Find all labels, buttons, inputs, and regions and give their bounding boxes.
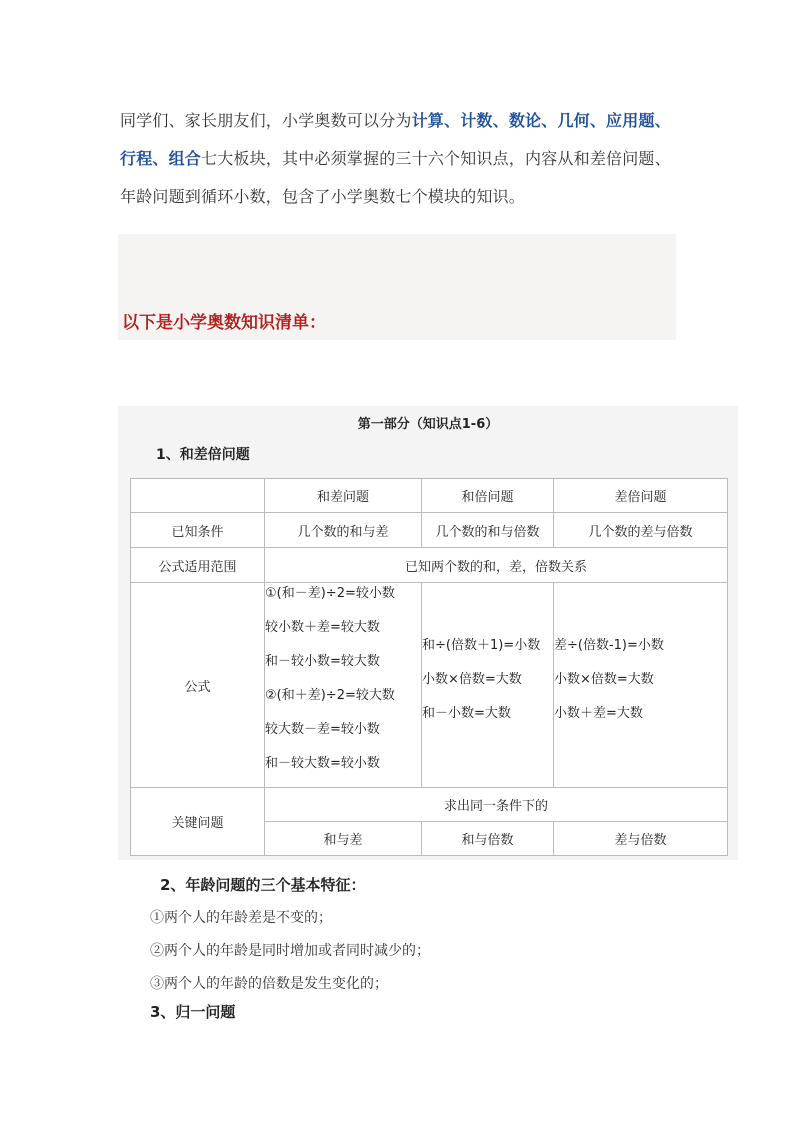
formula-line: 小数×倍数=大数	[422, 672, 522, 687]
list-banner	[118, 234, 676, 340]
header-sum-mult: 和倍问题	[422, 479, 554, 513]
formula-line: 差÷(倍数-1)=小数	[554, 638, 664, 653]
part1-panel	[118, 406, 738, 860]
part1-title: 第一部分（知识点1-6）	[357, 417, 499, 432]
formula-line: 小数＋差=大数	[554, 706, 643, 721]
formula-line: 和－较大数=较小数	[265, 756, 380, 771]
intro-text-2: 七大板块，其中必须掌握的三十六个知识点，内容从和差倍问题、年龄问题到循环小数，包含了小学奥数七个模块的知识。	[120, 149, 671, 206]
formula-line: 和－小数=大数	[422, 706, 511, 721]
table-row	[131, 788, 728, 822]
topic-geometry: 几何	[557, 111, 590, 130]
formula-sum-diff	[265, 583, 422, 788]
formula-line: 和－较小数=较大数	[265, 654, 380, 669]
table-row	[131, 548, 728, 583]
sep: 、	[444, 111, 461, 130]
table-cell: 几个数的和与差	[265, 513, 422, 548]
table-cell: 和与差	[265, 822, 422, 856]
formula-line: ②(和＋差)÷2=较大数	[265, 688, 395, 703]
sep: 、	[152, 149, 169, 168]
section2-heading: 2、年龄问题的三个基本特征：	[160, 876, 366, 894]
sum-diff-table	[130, 478, 728, 856]
topic-travel: 行程	[120, 149, 153, 168]
topic-count: 计数	[460, 111, 493, 130]
scope-label: 公式适用范围	[131, 548, 265, 583]
header-diff-mult: 差倍问题	[554, 479, 728, 513]
formula-sum-mult	[422, 583, 554, 788]
banner-title: 以下是小学奥数知识清单：	[122, 313, 326, 333]
table-row	[131, 583, 728, 788]
table-cell: 几个数的和与倍数	[422, 513, 554, 548]
formula-diff-mult	[554, 583, 728, 788]
scope-cell: 已知两个数的和，差，倍数关系	[265, 548, 728, 583]
formula-line: 较小数＋差=较大数	[265, 620, 380, 635]
key-top-cell: 求出同一条件下的	[265, 788, 728, 822]
table-row	[131, 479, 728, 513]
topic-word-problems: 应用题	[606, 111, 655, 130]
intro-text-1: 同学们、家长朋友们，小学奥数可以分为	[120, 111, 412, 130]
list-item: ②两个人的年龄是同时增加或者同时减少的；	[150, 943, 430, 959]
table-corner	[131, 479, 265, 513]
formula-label: 公式	[131, 583, 265, 788]
topic-combination: 组合	[168, 149, 202, 168]
section1-heading: 1、和差倍问题	[156, 447, 250, 463]
intro-paragraph	[120, 102, 680, 216]
known-label: 已知条件	[131, 513, 265, 548]
formula-line: 小数×倍数=大数	[554, 672, 654, 687]
table-cell: 差与倍数	[554, 822, 728, 856]
topic-calc: 计算	[411, 111, 445, 130]
sep: 、	[541, 111, 558, 130]
formula-line: 较大数－差=较小数	[265, 722, 380, 737]
formula-line: ①(和－差)÷2=较小数	[265, 586, 395, 601]
header-sum-diff: 和差问题	[265, 479, 422, 513]
table-row	[131, 513, 728, 548]
formula-line: 和÷(倍数＋1)=小数	[422, 638, 541, 653]
sep: 、	[589, 111, 607, 130]
list-item: ③两个人的年龄的倍数是发生变化的；	[150, 976, 388, 992]
section3-heading: 3、归一问题	[150, 1003, 236, 1021]
sep: 、	[492, 111, 509, 130]
topic-number-theory: 数论	[508, 111, 542, 130]
table-cell: 几个数的差与倍数	[554, 513, 728, 548]
key-label: 关键问题	[131, 788, 265, 856]
list-item: ①两个人的年龄差是不变的；	[150, 910, 332, 926]
table-cell: 和与倍数	[422, 822, 554, 856]
sep: 、	[654, 111, 671, 130]
